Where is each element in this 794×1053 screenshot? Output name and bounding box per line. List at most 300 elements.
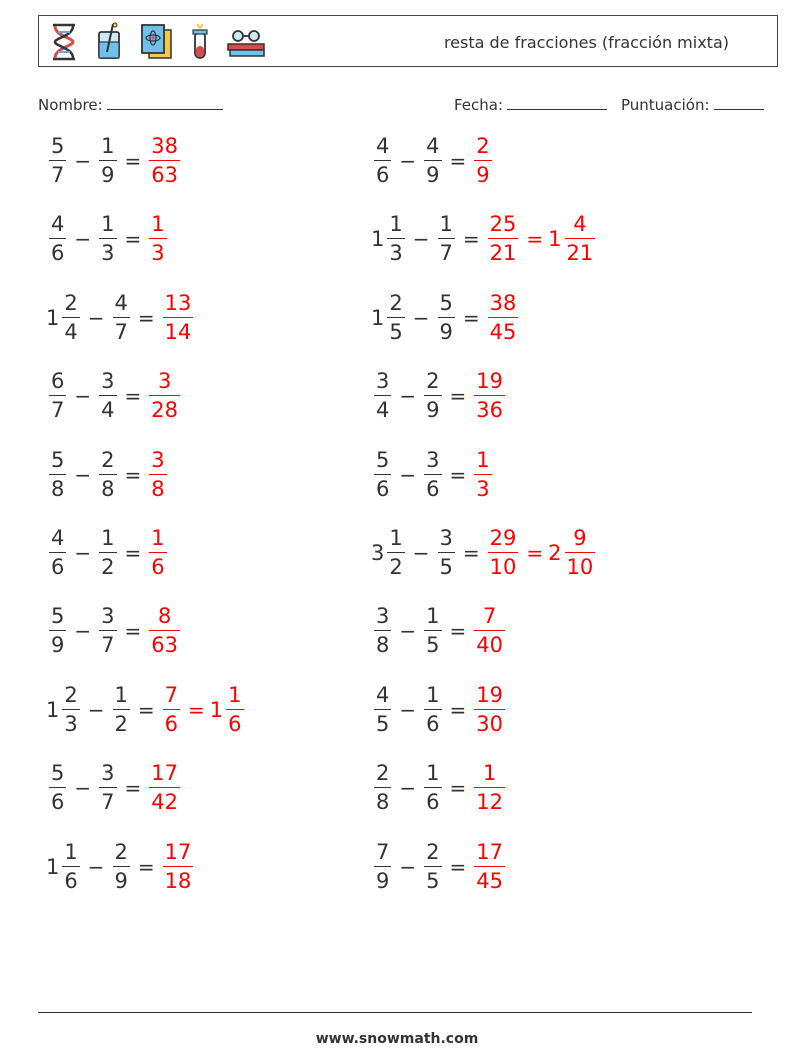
answer-fraction	[149, 528, 166, 578]
fraction-subtrahend-numerator: 1	[101, 134, 115, 158]
equals-sign: =	[137, 854, 155, 879]
fraction-subtrahend-denominator: 9	[424, 395, 441, 421]
answer-fraction-numerator: 7	[482, 604, 497, 629]
problem-item	[371, 596, 508, 666]
fraction-subtrahend-numerator: 1	[426, 761, 440, 786]
answer-fraction	[149, 606, 180, 656]
fraction-minuend-numerator: 5	[376, 447, 390, 472]
fraction-minuend-numerator: 7	[376, 839, 390, 864]
answer-fraction-denominator: 18	[163, 866, 194, 892]
fraction-minuend-denominator: 7	[49, 160, 66, 186]
worksheet-header	[38, 15, 778, 67]
fraction-subtrahend-denominator: 7	[113, 317, 130, 343]
equals-sign: =	[449, 462, 467, 487]
books-glasses-icon	[225, 22, 267, 62]
answer	[160, 682, 247, 736]
fraction-subtrahend-numerator: 1	[426, 682, 440, 707]
answer-mixed-fraction	[226, 682, 243, 736]
problem-item	[46, 675, 247, 745]
fraction-minuend-denominator: 7	[49, 395, 66, 421]
fraction-minuend	[49, 136, 66, 186]
fraction-subtrahend	[113, 682, 130, 736]
minus-sign: −	[74, 227, 92, 252]
answer	[471, 839, 508, 893]
answer-fraction-numerator: 1	[482, 761, 497, 786]
fraction-minuend-denominator: 8	[374, 630, 391, 656]
fraction-minuend-denominator: 6	[49, 552, 66, 578]
fraction-minuend-denominator: 9	[374, 866, 391, 892]
minus-sign: −	[399, 854, 417, 879]
problem-item	[46, 832, 196, 902]
equals-sign: =	[124, 149, 142, 173]
fraction-minuend-numerator: 2	[389, 290, 403, 315]
problem-item	[46, 440, 170, 510]
minus-sign: −	[74, 149, 92, 173]
fraction-subtrahend	[99, 371, 116, 421]
answer-fraction	[149, 763, 180, 813]
fraction-subtrahend-numerator: 3	[439, 526, 453, 550]
whole-number: 1	[371, 227, 385, 252]
equals-sign: =	[462, 305, 480, 330]
answer-fraction-denominator: 6	[163, 709, 180, 735]
fraction-minuend-denominator: 5	[374, 709, 391, 735]
score-line	[714, 94, 764, 110]
footer-divider	[38, 1012, 752, 1013]
fraction-minuend	[374, 371, 391, 421]
fraction-subtrahend	[424, 606, 441, 656]
answer-fraction-denominator: 36	[474, 395, 505, 421]
answer-mixed-fraction-numerator: 4	[573, 212, 587, 237]
equals-sign: =	[124, 462, 142, 487]
answer	[471, 606, 508, 656]
answer-fraction	[488, 214, 519, 264]
answer-mixed-fraction-numerator: 1	[228, 682, 242, 707]
fraction-subtrahend-numerator: 2	[426, 839, 440, 864]
whole-number: 3	[371, 541, 385, 565]
answer-mixed-fraction-numerator: 9	[573, 526, 587, 550]
fraction-subtrahend	[424, 763, 441, 813]
fraction-minuend	[374, 606, 391, 656]
answer-fraction	[474, 371, 505, 421]
fraction-minuend	[49, 447, 66, 501]
equals-sign: =	[462, 227, 480, 252]
fraction-subtrahend-numerator: 3	[101, 761, 115, 786]
fraction-subtrahend-denominator: 4	[99, 395, 116, 421]
fraction-subtrahend	[438, 214, 455, 264]
equals-sign: =	[462, 541, 480, 565]
fraction-subtrahend-denominator: 7	[438, 238, 455, 264]
minus-sign: −	[87, 305, 105, 330]
answer-fraction	[474, 763, 505, 813]
fraction-minuend	[374, 136, 391, 186]
problem-item	[371, 753, 508, 823]
problem-item	[46, 126, 183, 196]
fraction-subtrahend-numerator: 5	[439, 290, 453, 315]
test-tube-icon	[189, 22, 211, 62]
answer-fraction-numerator: 25	[489, 212, 517, 237]
problem-item	[46, 518, 170, 588]
answer-fraction-denominator: 45	[488, 317, 519, 343]
name-label: Nombre:	[38, 96, 103, 114]
answer-fraction	[474, 606, 505, 656]
answer-mixed-fraction	[565, 214, 596, 264]
problem-item	[371, 283, 521, 353]
fraction-minuend-numerator: 5	[51, 761, 65, 786]
answer-fraction-numerator: 2	[476, 134, 490, 158]
equals-sign: =	[124, 384, 142, 409]
answer-fraction-denominator: 40	[474, 630, 505, 656]
fraction-minuend-denominator: 6	[49, 238, 66, 264]
fraction-subtrahend-denominator: 7	[99, 787, 116, 813]
answer-mixed-fraction-denominator: 21	[565, 238, 596, 264]
fraction-subtrahend-denominator: 9	[438, 317, 455, 343]
answer-fraction-numerator: 13	[164, 290, 192, 315]
answer-fraction-denominator: 63	[149, 630, 180, 656]
fraction-minuend-numerator: 6	[51, 369, 65, 394]
answer-fraction-numerator: 17	[164, 839, 192, 864]
equals-sign: =	[124, 227, 142, 252]
whole-number: 1	[46, 854, 60, 879]
problem-item	[371, 361, 508, 431]
answer-fraction-numerator: 19	[476, 369, 504, 394]
answer	[485, 528, 599, 578]
fraction-minuend	[49, 528, 66, 578]
answer-fraction-denominator: 6	[149, 552, 166, 578]
minus-sign: −	[412, 541, 430, 565]
fraction-subtrahend-numerator: 4	[426, 134, 440, 158]
answer	[146, 763, 183, 813]
fraction-minuend-numerator: 1	[389, 526, 403, 550]
problem-item	[371, 440, 495, 510]
minus-sign: −	[399, 462, 417, 487]
answer	[485, 214, 599, 264]
minus-sign: −	[399, 697, 417, 722]
fraction-minuend-numerator: 4	[376, 134, 390, 158]
problem-item	[46, 361, 183, 431]
fraction-minuend-denominator: 2	[387, 552, 404, 578]
fraction-minuend-numerator: 5	[51, 447, 65, 472]
score-label: Puntuación:	[621, 96, 710, 114]
answer-whole-number: 2	[548, 541, 562, 565]
fraction-subtrahend-numerator: 1	[114, 682, 128, 707]
equals-sign: =	[137, 697, 155, 722]
beaker-icon	[95, 22, 125, 62]
fraction-minuend-denominator: 6	[49, 787, 66, 813]
answer-fraction	[163, 682, 180, 736]
date-label: Fecha:	[454, 96, 504, 114]
fraction-subtrahend-denominator: 7	[99, 630, 116, 656]
fraction-subtrahend	[424, 136, 441, 186]
equals-sign: =	[449, 854, 467, 879]
fraction-subtrahend	[99, 214, 116, 264]
answer-fraction-numerator: 29	[489, 526, 517, 550]
answer-fraction-numerator: 1	[476, 447, 490, 472]
answer-fraction	[149, 136, 180, 186]
minus-sign: −	[399, 149, 417, 173]
minus-sign: −	[74, 776, 92, 801]
equals-sign: =	[124, 541, 142, 565]
answer-fraction-numerator: 17	[151, 761, 179, 786]
answer-fraction	[474, 136, 491, 186]
answer	[471, 447, 494, 501]
answer	[485, 290, 522, 344]
fraction-subtrahend-numerator: 1	[439, 212, 453, 237]
fraction-subtrahend-numerator: 2	[426, 369, 440, 394]
fraction-subtrahend-numerator: 3	[101, 369, 115, 394]
answer	[146, 214, 169, 264]
fraction-subtrahend-denominator: 2	[113, 709, 130, 735]
minus-sign: −	[412, 305, 430, 330]
fraction-subtrahend-numerator: 1	[426, 604, 440, 629]
equals-sign: =	[124, 619, 142, 644]
fraction-minuend	[374, 839, 391, 893]
fraction-subtrahend	[99, 763, 116, 813]
answer-fraction-numerator: 8	[157, 604, 172, 629]
fraction-subtrahend-numerator: 2	[114, 839, 128, 864]
fraction-minuend-numerator: 4	[51, 212, 65, 237]
fraction-minuend-denominator: 9	[49, 630, 66, 656]
answer	[146, 136, 183, 186]
answer-fraction-numerator: 3	[157, 369, 172, 394]
fraction-minuend-numerator: 5	[51, 604, 65, 629]
fraction-minuend-denominator: 6	[374, 474, 391, 500]
fraction-minuend	[374, 763, 391, 813]
problem-item	[371, 126, 495, 196]
answer-fraction	[163, 290, 194, 344]
minus-sign: −	[87, 697, 105, 722]
answer	[160, 290, 197, 344]
equals-sign: =	[188, 697, 205, 722]
fraction-minuend	[49, 214, 66, 264]
answer-fraction-denominator: 8	[149, 474, 166, 500]
fraction-subtrahend	[99, 528, 116, 578]
answer-fraction	[474, 682, 505, 736]
answer-mixed-fraction-denominator: 10	[565, 552, 596, 578]
answer-fraction-denominator: 28	[149, 395, 180, 421]
minus-sign: −	[74, 541, 92, 565]
answer-fraction-denominator: 3	[474, 474, 491, 500]
answer-fraction-numerator: 3	[151, 447, 165, 472]
fraction-minuend-denominator: 6	[374, 160, 391, 186]
answer-mixed-fraction	[565, 528, 596, 578]
whole-number: 1	[371, 305, 385, 330]
whole-number: 1	[46, 697, 60, 722]
answer-fraction	[163, 839, 194, 893]
answer	[146, 371, 183, 421]
fraction-subtrahend	[113, 290, 130, 344]
fraction-minuend-denominator: 8	[49, 474, 66, 500]
fraction-minuend	[374, 447, 391, 501]
problem-item	[371, 518, 598, 588]
worksheet-title: resta de fracciones (fracción mixta)	[443, 33, 729, 52]
problem-item	[46, 596, 183, 666]
equals-sign: =	[449, 384, 467, 409]
fraction-subtrahend-denominator: 6	[424, 709, 441, 735]
fraction-subtrahend-denominator: 5	[438, 552, 455, 578]
name-field	[38, 94, 223, 114]
fraction-minuend	[62, 290, 79, 344]
equals-sign: =	[449, 697, 467, 722]
answer-fraction-numerator: 17	[476, 839, 504, 864]
fraction-minuend-numerator: 4	[51, 526, 65, 550]
minus-sign: −	[399, 776, 417, 801]
fraction-subtrahend-numerator: 4	[114, 290, 128, 315]
fraction-minuend	[49, 763, 66, 813]
fraction-minuend	[387, 528, 404, 578]
fraction-subtrahend-numerator: 3	[426, 447, 440, 472]
equals-sign: =	[449, 149, 467, 173]
fraction-minuend	[374, 682, 391, 736]
fraction-minuend-denominator: 6	[62, 866, 79, 892]
answer	[471, 371, 508, 421]
fraction-minuend-denominator: 4	[374, 395, 391, 421]
fraction-subtrahend-denominator: 9	[113, 866, 130, 892]
answer-fraction-denominator: 14	[163, 317, 194, 343]
fraction-minuend	[387, 214, 404, 264]
fraction-minuend-numerator: 2	[376, 761, 390, 786]
answer-fraction	[474, 447, 491, 501]
minus-sign: −	[399, 619, 417, 644]
header-icons	[47, 22, 267, 62]
fraction-minuend-numerator: 5	[51, 134, 65, 158]
fraction-subtrahend	[424, 839, 441, 893]
answer-fraction	[474, 839, 505, 893]
fraction-subtrahend-numerator: 2	[101, 447, 115, 472]
whole-number: 1	[46, 305, 60, 330]
answer	[160, 839, 197, 893]
fraction-minuend	[62, 839, 79, 893]
answer-fraction-denominator: 45	[474, 866, 505, 892]
answer-whole-number: 1	[209, 697, 224, 722]
fraction-subtrahend-denominator: 3	[99, 238, 116, 264]
answer-whole-number: 1	[548, 227, 562, 252]
fraction-subtrahend-denominator: 2	[99, 552, 116, 578]
problem-item	[46, 753, 183, 823]
minus-sign: −	[74, 462, 92, 487]
answer-fraction-numerator: 38	[489, 290, 517, 315]
problem-item	[46, 204, 170, 274]
fraction-minuend-denominator: 4	[62, 317, 79, 343]
answer-fraction-denominator: 42	[149, 787, 180, 813]
footer-url: www.snowmath.com	[315, 1031, 479, 1047]
problem-item	[46, 283, 196, 353]
date-line	[507, 94, 607, 110]
answer-fraction	[488, 290, 519, 344]
fraction-minuend-numerator: 3	[376, 604, 390, 629]
fraction-subtrahend-numerator: 1	[101, 526, 115, 550]
fraction-subtrahend	[424, 371, 441, 421]
dna-icon	[47, 22, 81, 62]
fraction-subtrahend-numerator: 1	[101, 212, 115, 237]
answer	[471, 763, 508, 813]
answer-fraction-numerator: 1	[151, 526, 165, 550]
answer-fraction	[149, 447, 166, 501]
fraction-minuend-numerator: 2	[64, 290, 78, 315]
fraction-minuend	[49, 606, 66, 656]
fraction-subtrahend-denominator: 6	[424, 787, 441, 813]
equals-sign: =	[449, 619, 467, 644]
answer-fraction-denominator: 63	[149, 160, 180, 186]
fraction-minuend	[387, 290, 404, 344]
answer-mixed-fraction-denominator: 6	[226, 709, 243, 735]
fraction-subtrahend	[438, 290, 455, 344]
answer-fraction-denominator: 10	[488, 552, 519, 578]
answer-fraction-numerator: 7	[164, 682, 179, 707]
answer-fraction	[488, 528, 519, 578]
fraction-subtrahend	[424, 682, 441, 736]
fraction-subtrahend-denominator: 8	[99, 474, 116, 500]
answer-fraction-denominator: 3	[149, 238, 166, 264]
fraction-subtrahend-denominator: 6	[424, 474, 441, 500]
fraction-subtrahend	[438, 528, 455, 578]
answer	[146, 606, 183, 656]
answer	[146, 528, 169, 578]
fraction-subtrahend	[99, 447, 116, 501]
equals-sign: =	[449, 776, 467, 801]
fraction-subtrahend-denominator: 5	[424, 866, 441, 892]
fraction-subtrahend-denominator: 9	[99, 160, 116, 186]
answer	[146, 447, 169, 501]
fraction-subtrahend	[99, 136, 116, 186]
fraction-subtrahend	[424, 447, 441, 501]
equals-sign: =	[526, 227, 544, 252]
fraction-minuend-denominator: 8	[374, 787, 391, 813]
date-field	[454, 94, 607, 114]
minus-sign: −	[399, 384, 417, 409]
fraction-minuend-denominator: 5	[387, 317, 404, 343]
minus-sign: −	[412, 227, 430, 252]
answer	[471, 682, 508, 736]
fraction-subtrahend-numerator: 3	[101, 604, 115, 629]
answer-fraction-numerator: 19	[476, 682, 504, 707]
answer-fraction	[149, 214, 166, 264]
fraction-minuend-numerator: 1	[64, 839, 78, 864]
fraction-minuend-numerator: 1	[389, 212, 403, 237]
name-line	[107, 94, 223, 110]
fraction-minuend-numerator: 4	[376, 682, 390, 707]
answer	[471, 136, 494, 186]
answer-fraction-denominator: 30	[474, 709, 505, 735]
fraction-subtrahend	[113, 839, 130, 893]
minus-sign: −	[74, 619, 92, 644]
score-field	[621, 94, 764, 114]
answer-fraction-denominator: 12	[474, 787, 505, 813]
equals-sign: =	[526, 541, 544, 565]
fraction-minuend	[62, 682, 79, 736]
answer-fraction	[149, 371, 180, 421]
problem-item	[371, 675, 508, 745]
fraction-minuend-denominator: 3	[62, 709, 79, 735]
answer-fraction-denominator: 9	[474, 160, 491, 186]
problem-item	[371, 832, 508, 902]
minus-sign: −	[74, 384, 92, 409]
problem-item	[371, 204, 598, 274]
equals-sign: =	[137, 305, 155, 330]
fraction-subtrahend	[99, 606, 116, 656]
fraction-minuend	[49, 371, 66, 421]
fraction-subtrahend-denominator: 5	[424, 630, 441, 656]
minus-sign: −	[87, 854, 105, 879]
equals-sign: =	[124, 776, 142, 801]
answer-fraction-numerator: 1	[151, 212, 165, 237]
answer-fraction-numerator: 38	[151, 134, 179, 158]
science-book-icon	[139, 22, 175, 62]
fraction-subtrahend-denominator: 9	[424, 160, 441, 186]
fraction-minuend-denominator: 3	[387, 238, 404, 264]
fraction-minuend-numerator: 3	[376, 369, 390, 394]
answer-fraction-denominator: 21	[488, 238, 519, 264]
fraction-minuend-numerator: 2	[64, 682, 78, 707]
